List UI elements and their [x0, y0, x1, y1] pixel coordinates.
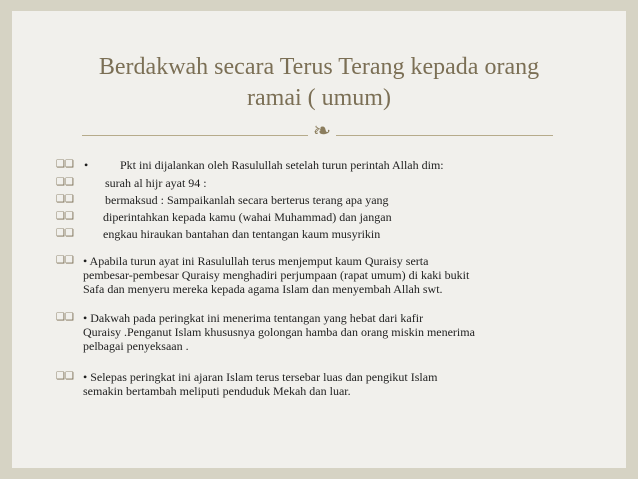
- title-divider-left: [82, 135, 308, 136]
- list-item-bullet: •: [84, 158, 89, 172]
- paragraph-line: semakin bertambah meliputi penduduk Mekah dan luar.: [83, 384, 351, 398]
- paragraph-line: • Dakwah pada peringkat ini menerima tentangan yang hebat dari kafir: [83, 311, 424, 325]
- swirl-ornament-icon: ❧: [312, 119, 332, 144]
- paragraph-line: Safa dan menyeru mereka kepada agama Islam dan menyembah Allah swt.: [83, 282, 443, 296]
- paragraph-line: pelbagai penyeksaan .: [83, 339, 189, 353]
- paragraph-line: pembesar-pembesar Quraisy menghadiri perjumpaan (rapat umum) di kaki bukit: [83, 268, 470, 282]
- paragraph-line: Quraisy .Penganut Islam khususnya golongan hamba dan orang miskin menerima: [83, 325, 475, 339]
- list-item-text: surah al hijr ayat 94 :: [105, 176, 207, 190]
- bullet-glyph-icon: ❑❑: [56, 177, 74, 188]
- bullet-glyph-icon: ❑❑: [56, 312, 74, 323]
- bullet-glyph-icon: ❑❑: [56, 371, 74, 382]
- bullet-glyph-icon: ❑❑: [56, 159, 74, 170]
- slide-title: [40, 52, 598, 114]
- list-item-text: Pkt ini dijalankan oleh Rasulullah setelah turun perintah Allah dim:: [120, 158, 444, 172]
- paragraph-line: • Selepas peringkat ini ajaran Islam terus tersebar luas dan pengikut Islam: [83, 370, 438, 384]
- bullet-glyph-icon: ❑❑: [56, 228, 74, 239]
- bullet-glyph-icon: ❑❑: [56, 194, 74, 205]
- bullet-glyph-icon: ❑❑: [56, 211, 74, 222]
- list-item-text: engkau hiraukan bantahan dan tentangan kaum musyrikin: [103, 227, 381, 241]
- title-divider-right: [336, 135, 553, 136]
- list-item-text: bermaksud : Sampaikanlah secara berterus terang apa yang: [105, 193, 389, 207]
- title-line-2: ramai ( umum): [247, 85, 391, 111]
- paragraph-line: • Apabila turun ayat ini Rasulullah terus menjemput kaum Quraisy serta: [83, 254, 429, 268]
- list-item-text: diperintahkan kepada kamu (wahai Muhammad) dan jangan: [103, 210, 392, 224]
- title-line-1: Berdakwah secara Terus Terang kepada orang: [98, 54, 540, 80]
- bullet-glyph-icon: ❑❑: [56, 255, 74, 266]
